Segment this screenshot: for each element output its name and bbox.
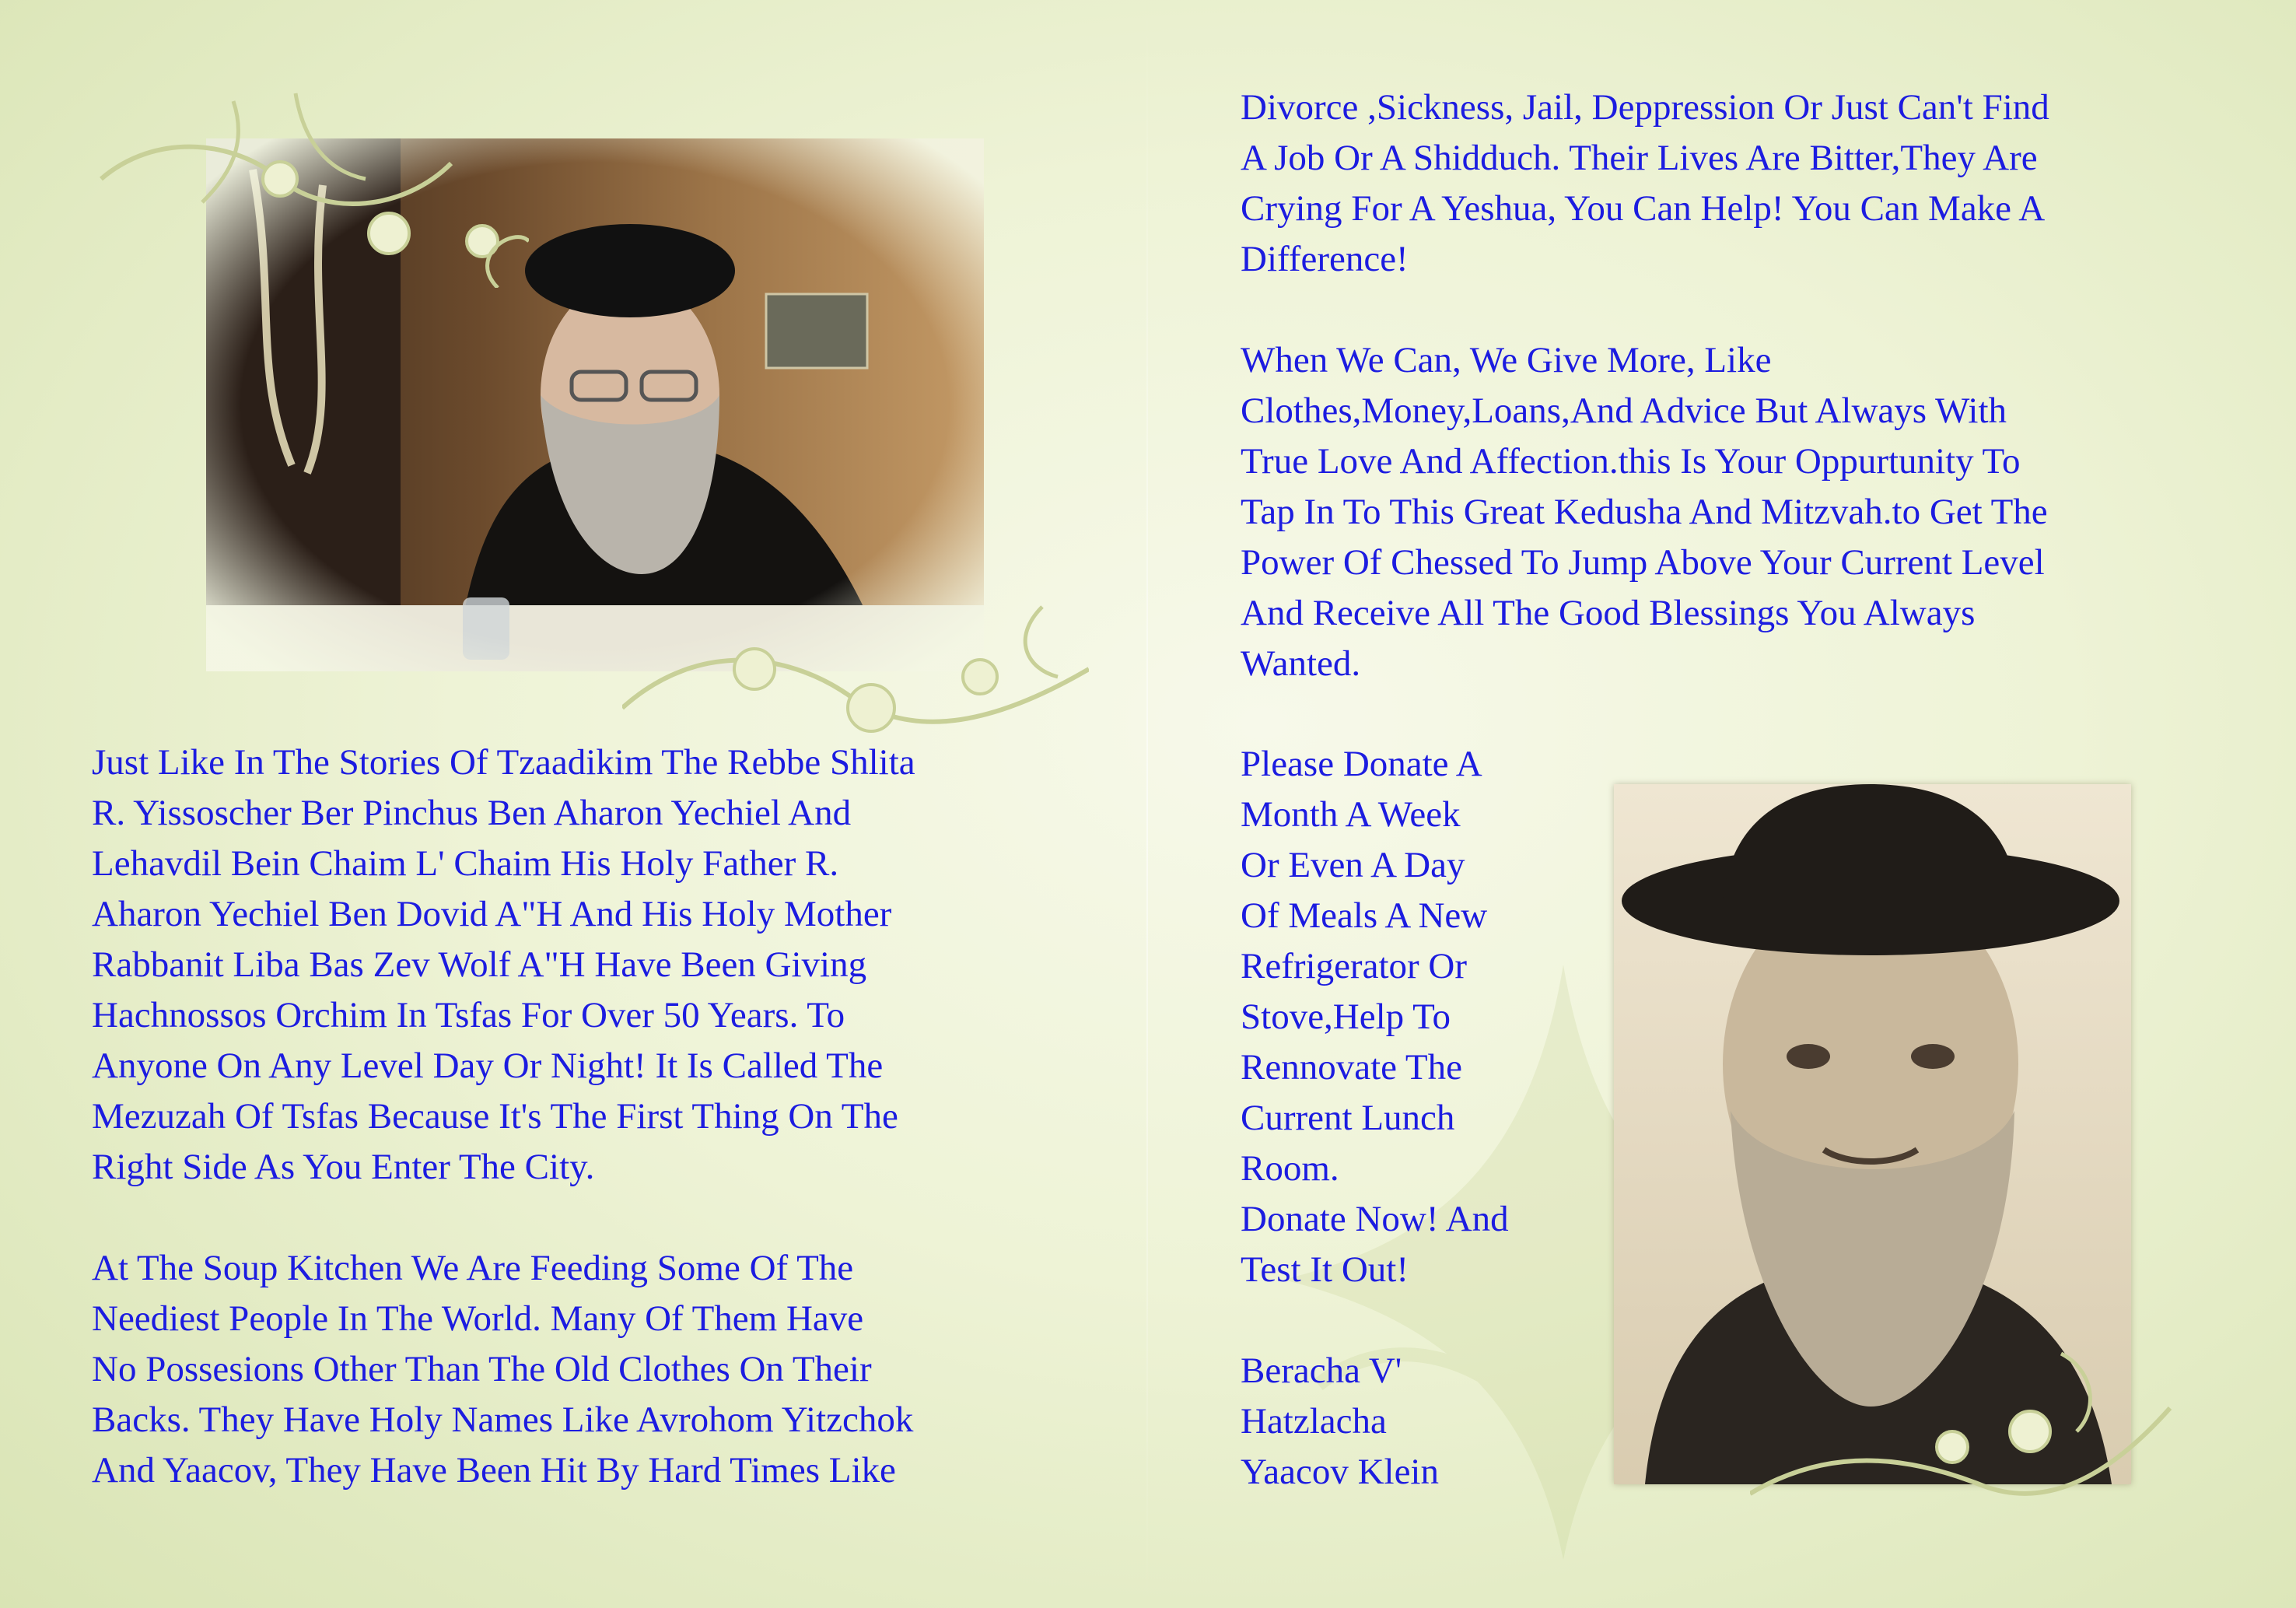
floral-ornament-bottom <box>622 591 1089 747</box>
text-line: Aharon Yechiel Ben Dovid A"H And His Holy Mother <box>92 894 892 934</box>
text-line: Rennovate The <box>1241 1047 1462 1088</box>
text-line: Power Of Chessed To Jump Above Your Current Level <box>1241 542 2045 583</box>
text-line: And Receive All The Good Blessings You Always <box>1241 593 1976 633</box>
text-line: Donate Now! And <box>1241 1199 1509 1239</box>
text-line: Mezuzah Of Tsfas Because It's The First Thing On The <box>92 1096 898 1137</box>
text-line: Of Meals A New <box>1241 895 1488 936</box>
paragraph-donate <box>1241 739 1606 1295</box>
floral-ornament-portrait <box>1750 1338 2186 1525</box>
text-line: And Yaacov, They Have Been Hit By Hard Times Like <box>92 1450 896 1491</box>
text-line: Divorce ,Sickness, Jail, Deppression Or Just Can't Find <box>1241 87 2049 128</box>
text-line: Backs. They Have Holy Names Like Avrohom Yitzchok <box>92 1400 914 1440</box>
text-line: Wanted. <box>1241 643 1361 684</box>
signature-line: Beracha V' <box>1241 1351 1402 1391</box>
text-line: Clothes,Money,Loans,And Advice But Always With <box>1241 391 2007 431</box>
signature-name: Yaacov Klein <box>1241 1452 1439 1492</box>
text-line: At The Soup Kitchen We Are Feeding Some Of The <box>92 1248 854 1288</box>
text-line: Lehavdil Bein Chaim L' Chaim His Holy Father R. <box>92 843 839 884</box>
left-column-text <box>92 737 1103 1496</box>
text-line: Right Side As You Enter The City. <box>92 1147 595 1187</box>
paragraph-tzaadikim <box>92 737 1103 1193</box>
paragraph-give-more <box>1241 335 2221 689</box>
text-line: Hachnossos Orchim In Tsfas For Over 50 Years. To <box>92 995 845 1035</box>
text-line: No Possesions Other Than The Old Clothes On Their <box>92 1349 872 1389</box>
page-fold <box>1146 0 1148 1608</box>
text-line: Stove,Help To <box>1241 997 1451 1037</box>
text-line: A Job Or A Shidduch. Their Lives Are Bitter,They Are <box>1241 138 2038 178</box>
text-line: Difference! <box>1241 239 1409 279</box>
text-line: Anyone On Any Level Day Or Night! It Is Called The <box>92 1046 884 1086</box>
text-line: When We Can, We Give More, Like <box>1241 340 1772 380</box>
right-column-text <box>1241 82 2221 689</box>
text-line: R. Yissoscher Ber Pinchus Ben Aharon Yechiel And <box>92 793 852 833</box>
text-line: Or Even A Day <box>1241 845 1465 885</box>
text-line: Rabbanit Liba Bas Zev Wolf A"H Have Been Giving <box>92 944 867 985</box>
text-line: Month A Week <box>1241 794 1461 835</box>
donate-text <box>1241 739 1606 1498</box>
text-line: Please Donate A <box>1241 744 1482 784</box>
text-line: Refrigerator Or <box>1241 946 1467 986</box>
text-line: Tap In To This Great Kedusha And Mitzvah.to Get The <box>1241 492 2048 532</box>
text-line: Test It Out! <box>1241 1249 1409 1290</box>
signature-line: Hatzlacha <box>1241 1401 1387 1442</box>
paragraph-hard-times <box>1241 82 2221 285</box>
text-line: Crying For A Yeshua, You Can Help! You Can Make A <box>1241 188 2046 229</box>
text-line: True Love And Affection.this Is Your Oppurtunity To <box>1241 441 2021 482</box>
text-line: Current Lunch <box>1241 1098 1455 1138</box>
text-line: Just Like In The Stories Of Tzaadikim The Rebbe Shlita <box>92 742 915 783</box>
paragraph-soup-kitchen <box>92 1243 1103 1496</box>
signature <box>1241 1346 1606 1498</box>
floral-ornament-top <box>93 86 529 288</box>
text-line: Neediest People In The World. Many Of Them Have <box>92 1298 864 1339</box>
text-line: Room. <box>1241 1148 1339 1189</box>
